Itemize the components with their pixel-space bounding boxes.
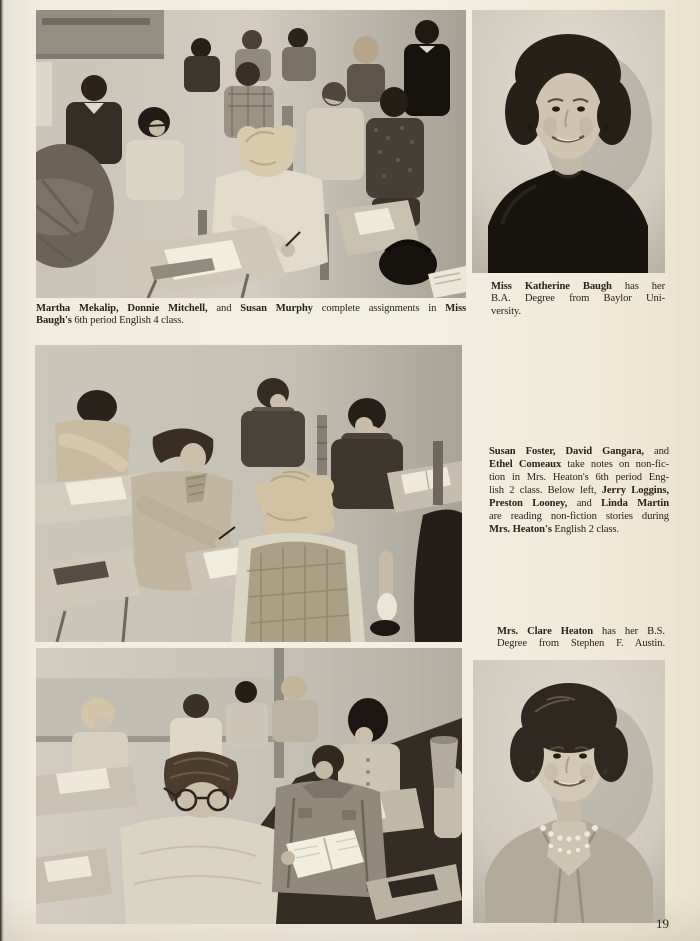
caption-segment: has her	[611, 281, 665, 292]
note-line	[489, 471, 669, 484]
caption-segment: Baugh's	[36, 315, 72, 327]
classroom-photo-illustration	[36, 10, 466, 298]
caption-segment: has her B.S.	[593, 626, 665, 637]
page-number: 19	[656, 916, 669, 931]
note-line	[489, 523, 669, 536]
note-segment: tion in Mrs. Heaton's 6th period Eng-	[489, 472, 669, 483]
portrait-photo-illustration	[473, 660, 665, 923]
caption-segment: Miss Katherine Baugh	[491, 281, 612, 292]
caption-miss-baugh	[491, 281, 665, 318]
note-line	[489, 484, 669, 497]
portrait-photo-illustration	[472, 10, 665, 273]
caption-segment: Susan Murphy	[240, 303, 313, 314]
photo-portrait-katherine-baugh	[472, 10, 665, 273]
caption-segment: complete assignments in	[312, 303, 446, 314]
note-segment: Preston Looney,	[489, 498, 568, 509]
caption-line	[491, 306, 665, 318]
caption-segment: and	[207, 303, 241, 314]
caption-segment: Degree from Stephen F. Austin.	[497, 638, 665, 650]
photo-portrait-clare-heaton	[473, 660, 665, 923]
photo-english2-notes-classroom	[35, 345, 462, 642]
photo-english2-reading-classroom	[36, 648, 462, 924]
caption-segment: Martha Mekalip, Donnie Mitchell,	[36, 303, 208, 314]
note-segment: are reading non-fiction stories during	[489, 511, 669, 522]
note-english2-classes	[489, 445, 669, 536]
caption-segment: B.A. Degree from Baylor Uni-	[491, 293, 665, 305]
caption-english4-classroom	[36, 303, 466, 328]
note-segment: Susan Foster, David Gangara,	[489, 446, 644, 457]
note-line	[489, 458, 669, 471]
caption-segment: 6th period English 4 class.	[71, 315, 184, 327]
caption-segment: versity.	[491, 305, 521, 317]
caption-line	[36, 315, 466, 327]
caption-line	[491, 293, 665, 305]
caption-line	[36, 303, 466, 315]
note-line	[489, 445, 669, 458]
note-segment: and	[567, 498, 602, 509]
note-segment: Mrs. Heaton's	[489, 524, 552, 535]
caption-segment: Mrs. Clare Heaton	[497, 626, 594, 637]
classroom-photo-illustration	[36, 648, 462, 924]
note-segment: and	[643, 446, 669, 457]
caption-line	[491, 281, 665, 293]
note-segment: take notes on non-fic-	[561, 459, 669, 470]
caption-mrs-heaton	[497, 626, 665, 651]
note-line	[489, 510, 669, 523]
note-segment: Linda Martin	[601, 498, 669, 509]
note-line	[489, 497, 669, 510]
note-segment: English 2 class.	[551, 524, 619, 535]
caption-line	[497, 626, 665, 638]
note-segment: Jerry Loggins,	[601, 485, 669, 496]
classroom-photo-illustration	[35, 345, 462, 642]
note-segment: Ethel Comeaux	[489, 459, 562, 470]
page-gutter-shadow	[0, 0, 4, 941]
caption-line	[497, 638, 665, 650]
note-segment: lish 2 class. Below left,	[489, 485, 602, 496]
caption-segment: Miss	[445, 303, 467, 314]
photo-english4-classroom	[36, 10, 466, 298]
